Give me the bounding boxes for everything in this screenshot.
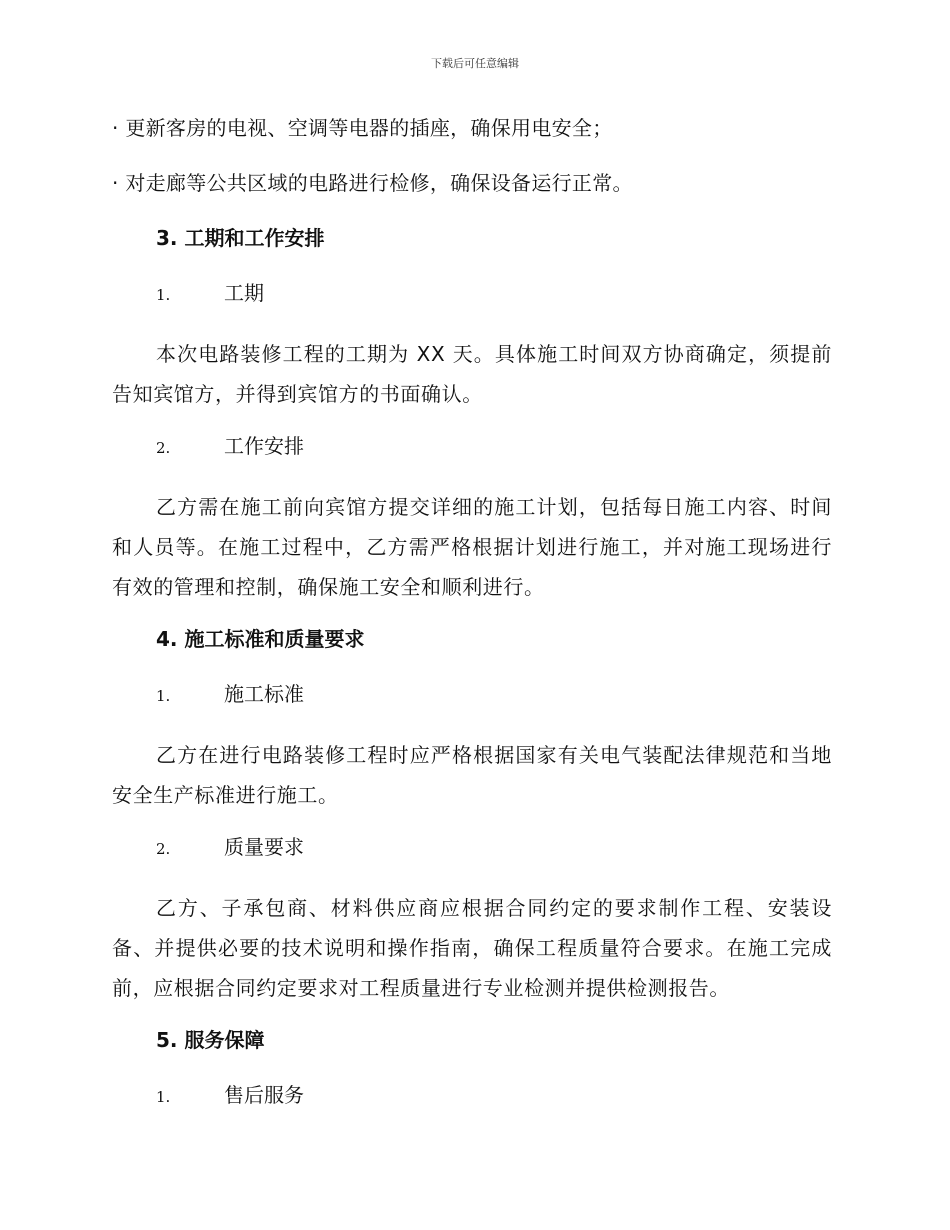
document-body <box>112 112 832 1136</box>
section-heading: 3. 工期和工作安排 <box>156 226 325 250</box>
sub-item <box>156 277 832 312</box>
bullet-item: · 对走廊等公共区域的电路进行检修，确保设备运行正常。 <box>112 171 633 195</box>
header-note: 下载后可任意编辑 <box>431 57 519 70</box>
sub-item-label: 工作安排 <box>224 434 304 458</box>
sub-item-label: 质量要求 <box>224 835 304 859</box>
sub-item <box>156 1079 832 1114</box>
paragraph: 本次电路装修工程的工期为 XX 天。具体施工时间双方协商确定，须提前告知宾馆方，并得到宾馆方的书面确认。 <box>112 342 832 406</box>
sub-item <box>156 831 832 866</box>
section-heading: 4. 施工标准和质量要求 <box>156 627 365 651</box>
paragraph: 乙方、子承包商、材料供应商应根据合同约定的要求制作工程、安装设备、并提供必要的技术说明和操作指南，确保工程质量符合要求。在施工完成前，应根据合同约定要求对工程质量进行专业检测并提供检测报告。 <box>112 896 832 1000</box>
paragraph: 乙方需在施工前向宾馆方提交详细的施工计划，包括每日施工内容、时间和人员等。在施工过程中，乙方需严格根据计划进行施工，并对施工现场进行有效的管理和控制，确保施工安全和顺利进行。 <box>112 495 832 599</box>
sub-item-number: 2. <box>156 840 171 858</box>
sub-item-number: 1. <box>156 1088 171 1106</box>
sub-item <box>156 430 832 465</box>
sub-item-number: 1. <box>156 286 171 304</box>
sub-item-number: 1. <box>156 687 171 705</box>
sub-item-number: 2. <box>156 439 171 457</box>
sub-item-label: 施工标准 <box>224 682 304 706</box>
sub-item <box>156 678 832 713</box>
bullet-item: · 更新客房的电视、空调等电器的插座，确保用电安全； <box>112 116 613 140</box>
sub-item-label: 工期 <box>224 281 264 305</box>
sub-item-label: 售后服务 <box>224 1083 304 1107</box>
paragraph: 乙方在进行电路装修工程时应严格根据国家有关电气装配法律规范和当地安全生产标准进行施工。 <box>112 743 832 807</box>
section-heading: 5. 服务保障 <box>156 1028 265 1052</box>
